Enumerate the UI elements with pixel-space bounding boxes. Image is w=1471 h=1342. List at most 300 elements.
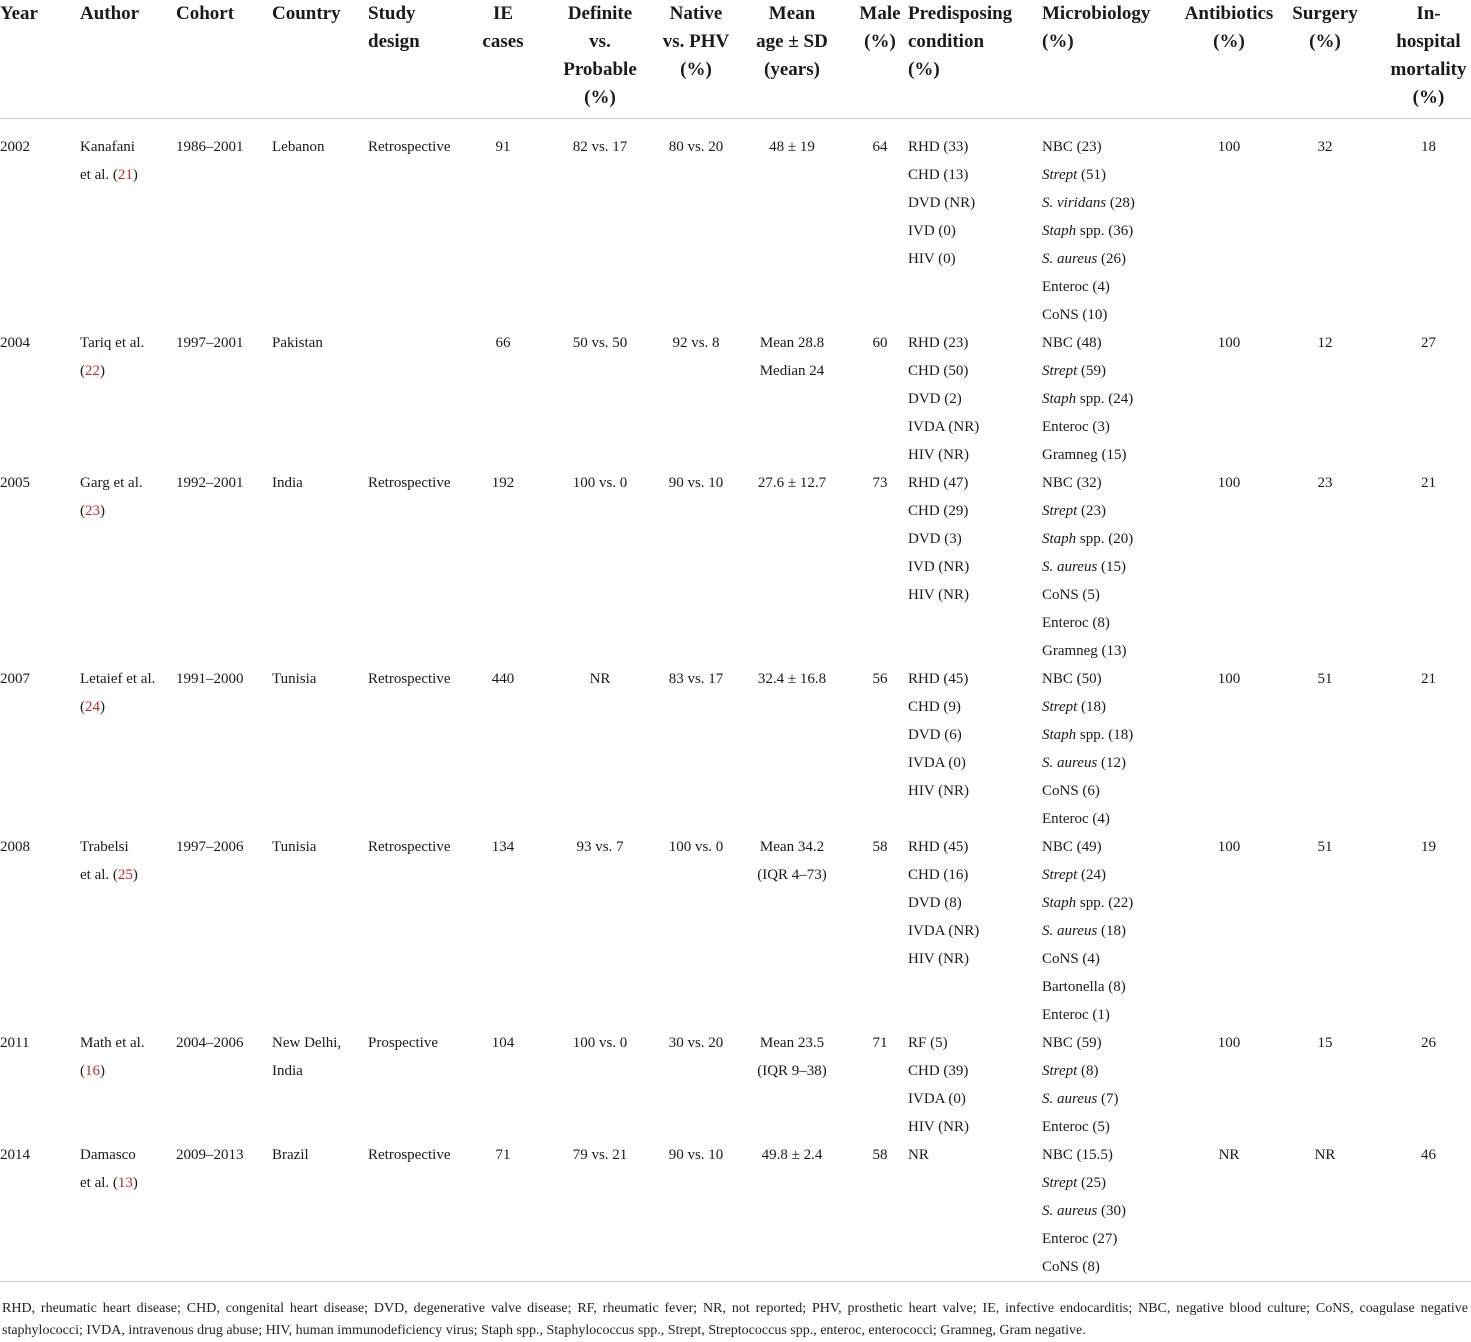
year-value: 2011 (0, 1035, 30, 1051)
author-cell (80, 469, 176, 665)
cohort-cell (176, 1029, 272, 1141)
mortality-cell (1366, 1029, 1471, 1141)
definite-cell (540, 119, 660, 330)
header-line: Probable (563, 59, 637, 80)
predisposing-cell (908, 665, 1042, 833)
table-body (0, 119, 1471, 1282)
organism-percent: (8) (1077, 1063, 1099, 1079)
organism-percent: (59) (1077, 363, 1107, 379)
header-native-vs-phv (660, 0, 732, 119)
study-design-cell (368, 469, 466, 665)
header-line: (%) (1042, 31, 1074, 52)
microbiology-line: Enteroc (4) (1042, 811, 1110, 827)
microbiology-cell (1042, 665, 1174, 833)
predisposing-line: HIV (NR) (908, 447, 969, 463)
native-value: 80 vs. 20 (668, 139, 724, 155)
male-value: 71 (872, 1035, 888, 1051)
author-line: Tariq et al. (80, 335, 145, 351)
reference-link[interactable]: 22 (85, 363, 100, 379)
header-line: age ± SD (756, 31, 828, 52)
country-cell (272, 1029, 368, 1141)
header-country (272, 0, 368, 119)
organism-name: S. aureus (1042, 755, 1098, 771)
predisposing-line: HIV (NR) (908, 587, 969, 603)
definite-cell (540, 1141, 660, 1282)
microbiology-cell (1042, 119, 1174, 330)
header-line: Native (669, 3, 723, 24)
study-design-value: Retrospective (368, 671, 451, 687)
author-text: ( (80, 363, 85, 379)
cohort-cell (176, 119, 272, 330)
mean-age-cell (732, 469, 852, 665)
predisposing-line: RHD (45) (908, 671, 969, 687)
reference-link[interactable]: 25 (117, 867, 133, 883)
year-cell (0, 1141, 80, 1282)
header-line: Mean (768, 3, 816, 24)
predisposing-cell (908, 119, 1042, 330)
ie-cases-value: 192 (491, 475, 515, 491)
ie-cases-cell (466, 119, 540, 330)
author-line (80, 357, 176, 385)
predisposing-line: RHD (23) (908, 335, 969, 351)
header-line: Microbiology (1042, 3, 1151, 24)
age-line: Median 24 (759, 363, 825, 379)
predisposing-cell (908, 1029, 1042, 1141)
ie-cases-value: 66 (495, 335, 511, 351)
microbiology-line: Gramneg (13) (1042, 643, 1127, 659)
native-cell (660, 119, 732, 330)
mean-age-cell (732, 1141, 852, 1282)
predisposing-cell (908, 833, 1042, 1029)
predisposing-line: RF (5) (908, 1035, 948, 1051)
study-design-cell (368, 1141, 466, 1282)
reference-link[interactable]: 24 (85, 699, 100, 715)
author-line (80, 1057, 176, 1085)
microbiology-line (1042, 553, 1174, 581)
ie-cases-cell (466, 329, 540, 469)
male-value: 64 (872, 139, 888, 155)
predisposing-line: DVD (8) (908, 895, 962, 911)
microbiology-line (1042, 721, 1174, 749)
author-close-paren: ) (100, 699, 105, 715)
surgery-value: 51 (1317, 671, 1333, 687)
antibiotics-cell (1174, 833, 1284, 1029)
organism-name: Staph (1042, 531, 1077, 547)
header-line: (%) (864, 31, 896, 52)
organism-name: S. aureus (1042, 559, 1098, 575)
year-cell (0, 469, 80, 665)
author-cell (80, 665, 176, 833)
predisposing-line: IVDA (0) (908, 755, 966, 771)
microbiology-line: NBC (49) (1042, 839, 1102, 855)
year-cell (0, 665, 80, 833)
microbiology-line (1042, 693, 1174, 721)
predisposing-line: IVD (0) (908, 223, 956, 239)
definite-value: 100 vs. 0 (572, 1035, 628, 1051)
surgery-value: 12 (1317, 335, 1333, 351)
organism-percent: (7) (1097, 1091, 1119, 1107)
antibiotics-value: 100 (1217, 475, 1241, 491)
male-cell (852, 329, 908, 469)
author-line (80, 497, 176, 525)
organism-name: Staph (1042, 391, 1077, 407)
organism-percent: spp. (20) (1076, 531, 1134, 547)
table-row (0, 833, 1471, 1029)
author-line: Garg et al. (80, 475, 143, 491)
header-line: hospital (1396, 31, 1461, 52)
header-study-design (368, 0, 466, 119)
predisposing-cell (908, 1141, 1042, 1282)
ie-cases-cell (466, 469, 540, 665)
microbiology-line: Enteroc (8) (1042, 615, 1110, 631)
surgery-cell (1284, 329, 1366, 469)
antibiotics-cell (1174, 119, 1284, 330)
predisposing-line: DVD (NR) (908, 195, 976, 211)
organism-name: Staph (1042, 223, 1077, 239)
author-line: Kanafani (80, 139, 135, 155)
native-cell (660, 469, 732, 665)
study-design-cell (368, 329, 466, 469)
male-cell (852, 1141, 908, 1282)
predisposing-line: CHD (50) (908, 363, 969, 379)
table-row (0, 665, 1471, 833)
ie-cases-cell (466, 833, 540, 1029)
male-value: 73 (872, 475, 888, 491)
definite-cell (540, 1029, 660, 1141)
surgery-value: 23 (1317, 475, 1333, 491)
predisposing-line: CHD (13) (908, 167, 969, 183)
organism-name: Strept (1042, 699, 1078, 715)
age-line: 48 ± 19 (769, 139, 815, 155)
cohort-cell (176, 665, 272, 833)
mortality-value: 46 (1421, 1147, 1436, 1163)
author-close-paren: ) (132, 1175, 138, 1191)
author-line: Damasco (80, 1147, 136, 1163)
year-cell (0, 329, 80, 469)
header-line: (%) (1309, 31, 1341, 52)
organism-name: Strept (1042, 1175, 1078, 1191)
country-line: Brazil (272, 1147, 309, 1163)
author-text: et al. ( (80, 167, 118, 183)
microbiology-line: Gramneg (15) (1042, 447, 1127, 463)
predisposing-line: DVD (3) (908, 531, 962, 547)
organism-percent: spp. (24) (1076, 391, 1134, 407)
ie-cases-cell (466, 665, 540, 833)
author-line (80, 161, 176, 189)
country-line: India (272, 475, 303, 491)
predisposing-line: NR (908, 1147, 929, 1163)
age-line: Mean 23.5 (759, 1035, 825, 1051)
header-line: Author (80, 3, 140, 24)
organism-name: Strept (1042, 363, 1078, 379)
microbiology-line (1042, 1197, 1174, 1225)
header-line: vs. (589, 31, 611, 52)
predisposing-cell (908, 329, 1042, 469)
organism-percent: (18) (1077, 699, 1107, 715)
header-line: (%) (908, 59, 940, 80)
microbiology-line: NBC (15.5) (1042, 1147, 1113, 1163)
ie-cases-value: 71 (495, 1147, 511, 1163)
microbiology-line (1042, 1085, 1174, 1113)
table-footnote: RHD, rheumatic heart disease; CHD, congenital heart disease; DVD, degenerative valve disease; RF, rheumatic fever; NR, not reported; PHV, prosthetic heart valve; IE, infective endocarditis; NBC, negative blood culture; CoNS, coagulase negative staphylococci; IVDA, intravenous drug abuse; HIV, human immunodeficiency virus; Staph spp., Staphylococcus spp., Strept, Streptococcus spp., enteroc, enterococci; Gramneg, Gram negative. (2, 1301, 1468, 1338)
microbiology-line: CoNS (10) (1042, 307, 1108, 323)
age-line: 27.6 ± 12.7 (757, 475, 827, 491)
male-cell (852, 469, 908, 665)
organism-percent: (25) (1077, 1175, 1107, 1191)
mortality-value: 21 (1421, 671, 1436, 687)
definite-cell (540, 329, 660, 469)
country-line: Tunisia (272, 671, 317, 687)
year-value: 2014 (0, 1147, 30, 1163)
country-cell (272, 329, 368, 469)
header-row (0, 0, 1471, 119)
cohort-value: 1986–2001 (176, 139, 244, 155)
age-line: (IQR 4–73) (757, 867, 827, 883)
header-line: cases (482, 31, 524, 52)
header-line: (%) (584, 87, 616, 108)
author-cell (80, 329, 176, 469)
age-line: 32.4 ± 16.8 (757, 671, 827, 687)
organism-name: Strept (1042, 503, 1078, 519)
predisposing-line: CHD (29) (908, 503, 969, 519)
predisposing-line: DVD (2) (908, 391, 962, 407)
microbiology-line: Enteroc (27) (1042, 1231, 1118, 1247)
author-line: Math et al. (80, 1035, 145, 1051)
age-line: Mean 28.8 (759, 335, 825, 351)
mortality-value: 26 (1421, 1035, 1436, 1051)
antibiotics-cell (1174, 1029, 1284, 1141)
definite-value: 100 vs. 0 (572, 475, 628, 491)
predisposing-cell (908, 469, 1042, 665)
microbiology-line: CoNS (6) (1042, 783, 1100, 799)
organism-name: Strept (1042, 867, 1078, 883)
native-value: 83 vs. 17 (668, 671, 724, 687)
native-value: 100 vs. 0 (668, 839, 724, 855)
mortality-value: 27 (1421, 335, 1436, 351)
microbiology-line: Enteroc (3) (1042, 419, 1110, 435)
ie-cases-value: 440 (491, 671, 515, 687)
microbiology-cell (1042, 833, 1174, 1029)
header-definite-vs-probable (540, 0, 660, 119)
table-row (0, 469, 1471, 665)
country-line: Lebanon (272, 139, 325, 155)
country-cell (272, 833, 368, 1029)
year-value: 2008 (0, 839, 30, 855)
header-mean-age (732, 0, 852, 119)
reference-link[interactable]: 16 (85, 1063, 100, 1079)
definite-value: 93 vs. 7 (576, 839, 624, 855)
surgery-value: 15 (1317, 1035, 1333, 1051)
author-line (80, 693, 176, 721)
organism-percent: (15) (1097, 559, 1127, 575)
study-design-value: Retrospective (368, 1147, 451, 1163)
header-line: Study (368, 3, 416, 24)
microbiology-line (1042, 497, 1174, 525)
native-cell (660, 833, 732, 1029)
surgery-cell (1284, 1141, 1366, 1282)
antibiotics-cell (1174, 469, 1284, 665)
cohort-value: 1991–2000 (176, 671, 244, 687)
microbiology-line (1042, 1057, 1174, 1085)
header-mortality (1366, 0, 1471, 119)
cohort-value: 1997–2006 (176, 839, 244, 855)
header-predisposing-condition (908, 0, 1042, 119)
mean-age-cell (732, 665, 852, 833)
reference-link[interactable]: 13 (117, 1175, 133, 1191)
author-cell (80, 1029, 176, 1141)
surgery-cell (1284, 469, 1366, 665)
table-row (0, 1029, 1471, 1141)
microbiology-cell (1042, 1029, 1174, 1141)
cohort-value: 1997–2001 (176, 335, 244, 351)
microbiology-line (1042, 861, 1174, 889)
organism-percent: (30) (1097, 1203, 1127, 1219)
study-design-value: Retrospective (368, 475, 451, 491)
male-cell (852, 665, 908, 833)
mortality-value: 18 (1421, 139, 1436, 155)
cohort-value: 2009–2013 (176, 1147, 244, 1163)
organism-name: Strept (1042, 1063, 1078, 1079)
microbiology-line (1042, 917, 1174, 945)
mean-age-cell (732, 833, 852, 1029)
ie-cases-value: 104 (491, 1035, 515, 1051)
author-line (80, 861, 176, 889)
native-cell (660, 1141, 732, 1282)
native-value: 30 vs. 20 (668, 1035, 724, 1051)
organism-percent: spp. (36) (1076, 223, 1134, 239)
header-microbiology (1042, 0, 1174, 119)
surgery-cell (1284, 119, 1366, 330)
table-row (0, 329, 1471, 469)
mortality-cell (1366, 1141, 1471, 1282)
organism-name: Staph (1042, 895, 1077, 911)
header-line: design (368, 31, 420, 52)
microbiology-line: NBC (50) (1042, 671, 1102, 687)
header-line: (%) (680, 59, 712, 80)
microbiology-line: Enteroc (5) (1042, 1119, 1110, 1135)
microbiology-line: NBC (23) (1042, 139, 1102, 155)
microbiology-line (1042, 245, 1174, 273)
cohort-cell (176, 833, 272, 1029)
definite-value: 82 vs. 17 (572, 139, 628, 155)
organism-name: Strept (1042, 167, 1078, 183)
organism-name: S. aureus (1042, 923, 1098, 939)
country-cell (272, 1141, 368, 1282)
header-year (0, 0, 80, 119)
author-text: ( (80, 1063, 85, 1079)
year-value: 2004 (0, 335, 30, 351)
organism-percent: (12) (1097, 755, 1127, 771)
predisposing-line: HIV (NR) (908, 783, 969, 799)
header-line: Definite (567, 3, 633, 24)
predisposing-line: CHD (16) (908, 867, 969, 883)
microbiology-line (1042, 217, 1174, 245)
header-line: In- (1416, 3, 1441, 24)
author-line: Letaief et al. (80, 671, 156, 687)
reference-link[interactable]: 21 (117, 167, 133, 183)
country-line: India (272, 1063, 303, 1079)
study-design-cell (368, 119, 466, 330)
author-cell (80, 1141, 176, 1282)
country-line: Pakistan (272, 335, 323, 351)
header-antibiotics (1174, 0, 1284, 119)
organism-percent: (28) (1106, 195, 1135, 211)
microbiology-line: NBC (48) (1042, 335, 1102, 351)
year-value: 2005 (0, 475, 30, 491)
header-line: Surgery (1292, 3, 1358, 24)
predisposing-line: IVDA (NR) (908, 419, 980, 435)
microbiology-line (1042, 357, 1174, 385)
header-line: mortality (1390, 59, 1467, 80)
organism-name: S. aureus (1042, 251, 1098, 267)
organism-percent: spp. (22) (1076, 895, 1134, 911)
microbiology-line (1042, 525, 1174, 553)
header-line: Male (859, 3, 901, 24)
age-line: 49.8 ± 2.4 (761, 1147, 823, 1163)
study-design-cell (368, 665, 466, 833)
year-cell (0, 119, 80, 330)
country-line: New Delhi, (272, 1035, 342, 1051)
organism-percent: (51) (1077, 167, 1107, 183)
native-value: 90 vs. 10 (668, 1147, 724, 1163)
organism-percent: (23) (1077, 503, 1107, 519)
author-close-paren: ) (132, 867, 138, 883)
predisposing-line: RHD (47) (908, 475, 969, 491)
author-text: et al. ( (80, 867, 118, 883)
microbiology-line: Enteroc (4) (1042, 279, 1110, 295)
header-line: Cohort (176, 3, 235, 24)
cohort-value: 2004–2006 (176, 1035, 244, 1051)
header-surgery (1284, 0, 1366, 119)
author-cell (80, 119, 176, 330)
microbiology-line: NBC (59) (1042, 1035, 1102, 1051)
study-design-value: Retrospective (368, 839, 451, 855)
male-cell (852, 833, 908, 1029)
microbiology-cell (1042, 1141, 1174, 1282)
predisposing-line: IVDA (NR) (908, 923, 980, 939)
native-cell (660, 329, 732, 469)
microbiology-line (1042, 161, 1174, 189)
microbiology-cell (1042, 329, 1174, 469)
definite-cell (540, 665, 660, 833)
antibiotics-value: 100 (1217, 1035, 1241, 1051)
study-design-cell (368, 833, 466, 1029)
header-line: condition (908, 31, 985, 52)
author-text: ( (80, 699, 85, 715)
predisposing-line: DVD (6) (908, 727, 962, 743)
ie-cases-cell (466, 1141, 540, 1282)
antibiotics-value: NR (1218, 1147, 1240, 1163)
antibiotics-value: 100 (1217, 839, 1241, 855)
microbiology-line (1042, 889, 1174, 917)
author-close-paren: ) (100, 1063, 105, 1079)
table-row (0, 1141, 1471, 1282)
microbiology-line: CoNS (8) (1042, 1259, 1100, 1275)
header-line: Antibiotics (1184, 3, 1274, 24)
year-value: 2007 (0, 671, 30, 687)
mortality-cell (1366, 119, 1471, 330)
antibiotics-cell (1174, 665, 1284, 833)
definite-cell (540, 833, 660, 1029)
reference-link[interactable]: 23 (85, 503, 100, 519)
organism-name: S. viridans (1042, 195, 1107, 211)
microbiology-line: CoNS (5) (1042, 587, 1100, 603)
microbiology-line: Bartonella (8) (1042, 979, 1126, 995)
mortality-value: 21 (1421, 475, 1436, 491)
organism-name: S. aureus (1042, 1203, 1098, 1219)
country-cell (272, 119, 368, 330)
author-close-paren: ) (100, 503, 105, 519)
